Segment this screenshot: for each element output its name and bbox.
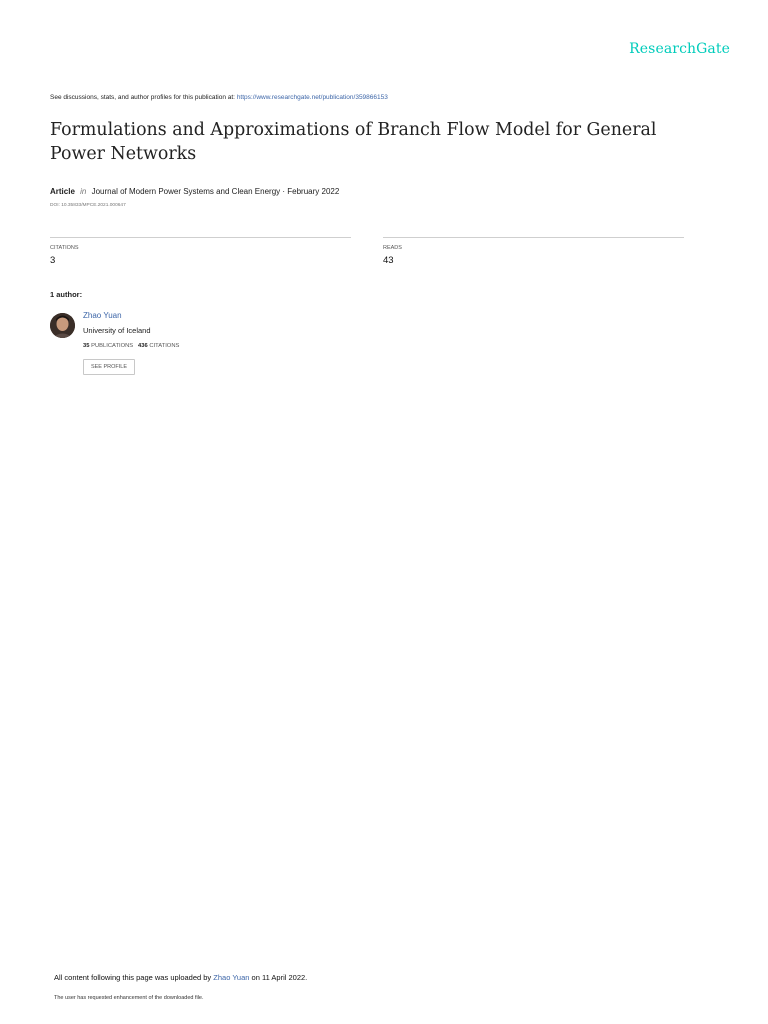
- researchgate-logo[interactable]: ResearchGate: [629, 41, 730, 57]
- citations-value: 3: [50, 255, 56, 266]
- citations-divider: [50, 237, 351, 238]
- authors-heading: 1 author:: [50, 290, 83, 299]
- publications-count: 35: [83, 343, 90, 349]
- publication-meta: [50, 187, 339, 196]
- citations-label: CITATIONS: [50, 245, 79, 251]
- reads-value: 43: [383, 255, 394, 266]
- doi: DOI: 10.35833/MPCE.2021.000647: [50, 203, 126, 208]
- enhancement-note: The user has requested enhancement of the downloaded file.: [54, 995, 204, 1001]
- avatar[interactable]: [50, 313, 75, 338]
- author-counts: [83, 343, 179, 349]
- publication-type: Article: [50, 187, 75, 196]
- uploader-link[interactable]: Zhao Yuan: [213, 973, 250, 982]
- author-citations-label: CITATIONS: [149, 343, 180, 349]
- in-word: in: [80, 187, 87, 196]
- author-name[interactable]: Zhao Yuan: [83, 311, 122, 320]
- reads-label: READS: [383, 245, 402, 251]
- discussion-prefix: See discussions, stats, and author profiles for this publication at:: [50, 94, 235, 101]
- author-institution: University of Iceland: [83, 326, 151, 335]
- venue-date: Journal of Modern Power Systems and Clean Energy · February 2022: [91, 187, 340, 196]
- upload-prefix: All content following this page was uploaded by: [54, 973, 212, 982]
- publication-link[interactable]: https://www.researchgate.net/publication/359866153: [236, 94, 388, 101]
- see-profile-button[interactable]: SEE PROFILE: [83, 359, 135, 375]
- author-photo: [50, 313, 75, 338]
- upload-note: [54, 973, 307, 982]
- reads-divider: [383, 237, 684, 238]
- upload-suffix: on 11 April 2022.: [251, 973, 308, 982]
- discussion-line: [50, 94, 388, 101]
- author-citations-count: 436: [138, 343, 148, 349]
- publications-label: PUBLICATIONS: [91, 343, 134, 349]
- paper-title: Formulations and Approximations of Branch Flow Model for General Power Networks: [50, 120, 657, 164]
